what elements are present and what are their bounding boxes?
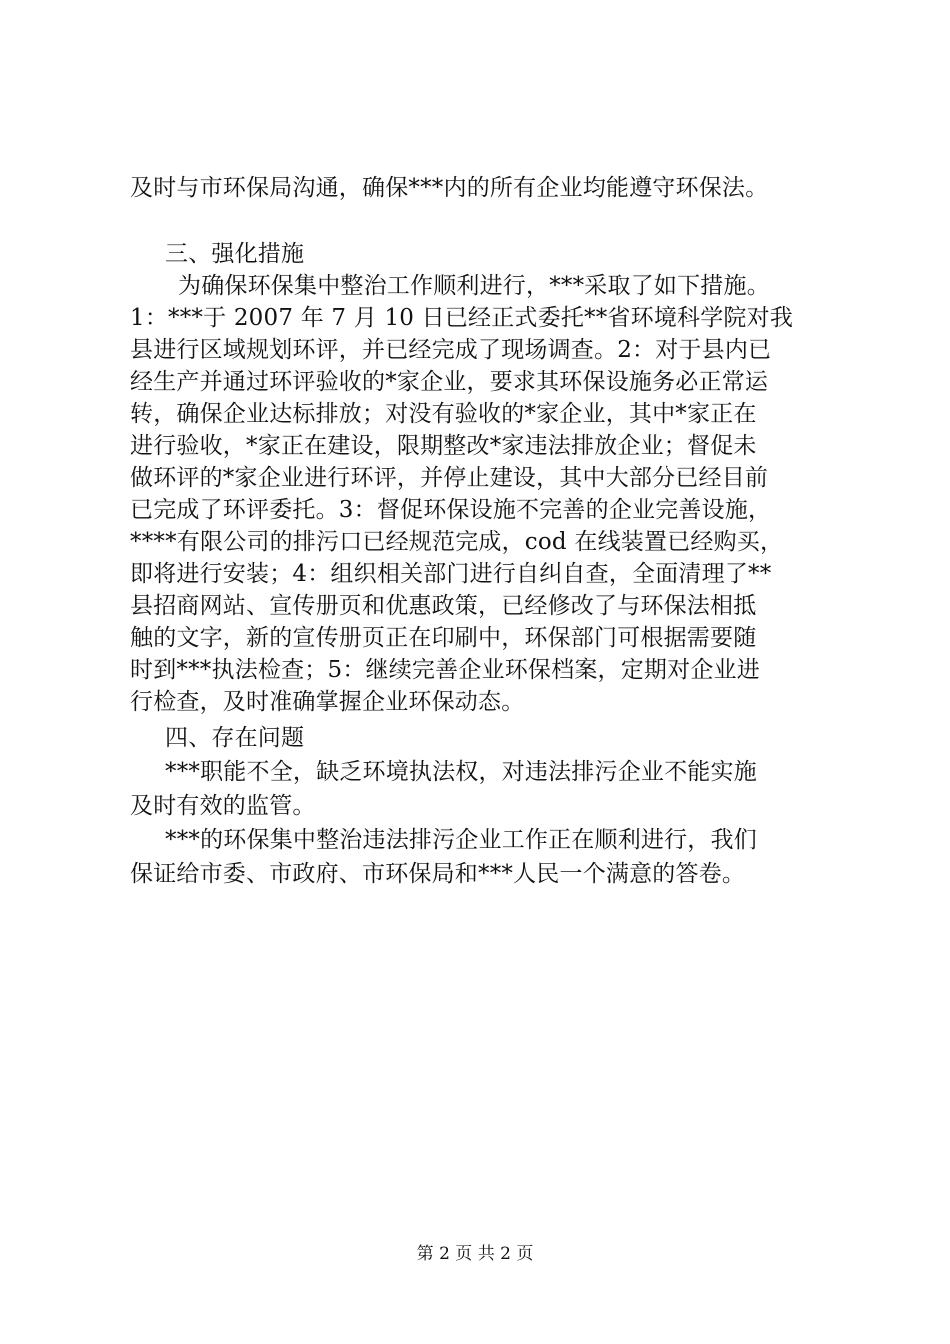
paragraph-line: 转，确保企业达标排放；对没有验收的*家企业，其中*家正在 [130, 401, 757, 427]
section-heading: 四、存在问题 [165, 725, 305, 751]
paragraph-line: 及时与市环保局沟通，确保***内的所有企业均能遵守环保法。 [130, 175, 769, 201]
section-heading: 三、强化措施 [165, 241, 305, 267]
page-footer: 第 2 页 共 2 页 [416, 1244, 534, 1264]
paragraph-line: ***职能不全，缺乏环境执法权，对违法排污企业不能实施 [165, 759, 757, 785]
paragraph-line: 1：***于 2007 年 7 月 10 日已经正式委托**省环境科学院对我 [130, 305, 794, 331]
paragraph-line: 为确保环保集中整治工作顺利进行，***采取了如下措施。 [178, 273, 770, 299]
paragraph-line: 时到***执法检查；5：继续完善企业环保档案，定期对企业进 [130, 657, 760, 683]
paragraph-line: 及时有效的监管。 [130, 793, 316, 819]
paragraph-line: 进行验收，*家正在建设，限期整改*家违法排放企业；督促未 [130, 433, 757, 459]
paragraph-line: 县招商网站、宣传册页和优惠政策，已经修改了与环保法相抵 [130, 593, 757, 619]
paragraph-line: 触的文字，新的宣传册页正在印刷中，环保部门可根据需要随 [130, 625, 757, 651]
paragraph-line: 行检查，及时准确掌握企业环保动态。 [130, 689, 525, 715]
paragraph-line: ***的环保集中整治违法排污企业工作正在顺利进行，我们 [165, 827, 757, 853]
paragraph-line: 做环评的*家企业进行环评，并停止建设，其中大部分已经目前 [130, 465, 769, 491]
paragraph-line: 县进行区域规划环评，并已经完成了现场调查。2：对于县内已 [130, 337, 772, 363]
paragraph-line: 已完成了环评委托。3：督促环保设施不完善的企业完善设施， [130, 497, 772, 523]
paragraph-line: ****有限公司的排污口已经规范完成，cod 在线装置已经购买， [130, 529, 784, 555]
paragraph-line: 经生产并通过环评验收的*家企业，要求其环保设施务必正常运 [130, 369, 769, 395]
paragraph-line: 即将进行安装；4：组织相关部门进行自纠自查，全面清理了** [130, 561, 772, 587]
paragraph-line: 保证给市委、市政府、市环保局和***人民一个满意的答卷。 [130, 861, 746, 887]
